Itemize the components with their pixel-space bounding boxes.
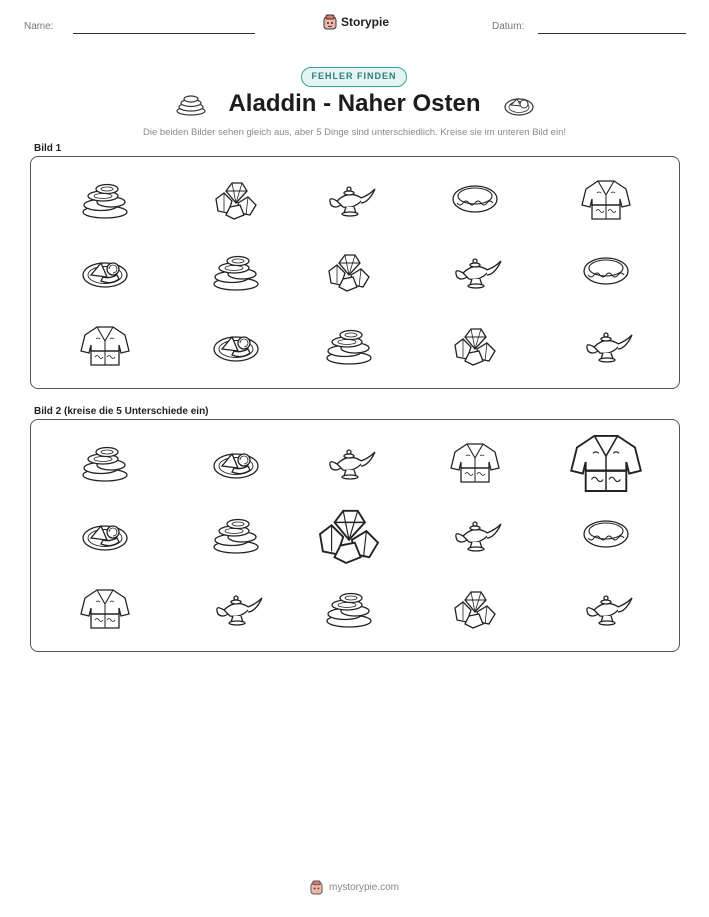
lamp-icon[interactable] [330, 450, 375, 479]
plate-icon[interactable] [83, 526, 127, 550]
bild2-scene[interactable] [31, 420, 681, 653]
lamp-icon [587, 333, 632, 362]
bild1-panel [30, 156, 680, 389]
robe-icon [81, 327, 129, 365]
footer [0, 880, 709, 895]
robe-icon[interactable] [81, 590, 129, 628]
bild1-scene [31, 157, 681, 390]
category-badge: FEHLER FINDEN [301, 67, 407, 87]
coins-icon [327, 331, 371, 365]
food-plate-icon [503, 93, 535, 117]
robe-icon[interactable] [571, 436, 641, 491]
lamp-icon[interactable] [217, 596, 262, 625]
ring-icon[interactable] [584, 521, 628, 547]
gems-icon [455, 329, 495, 365]
name-field[interactable] [73, 33, 255, 34]
coins-icon[interactable] [327, 594, 371, 628]
ring-icon [453, 186, 497, 212]
brand-name: Storypie [341, 15, 390, 29]
bild2-panel[interactable] [30, 419, 680, 652]
plate-icon [214, 337, 258, 361]
storypie-mascot-icon [310, 880, 323, 895]
plate-icon[interactable] [214, 454, 258, 478]
plate-icon [83, 263, 127, 287]
date-label: Datum: [492, 21, 525, 32]
ring-icon [584, 258, 628, 284]
coins-icon[interactable] [83, 448, 127, 482]
lamp-icon[interactable] [587, 596, 632, 625]
gems-icon [216, 183, 256, 219]
bild2-label: Bild 2 (kreise die 5 Unterschiede ein) [34, 406, 209, 417]
gems-icon[interactable] [320, 511, 378, 563]
page-title: Aladdin - Naher Osten [228, 90, 481, 117]
coins-icon[interactable] [214, 520, 258, 554]
robe-icon[interactable] [451, 444, 499, 482]
lamp-icon [456, 259, 501, 288]
name-label: Name: [24, 21, 54, 32]
lamp-icon [330, 187, 375, 216]
storypie-mascot-icon [323, 14, 337, 30]
footer-url: mystorypie.com [328, 882, 399, 893]
bild1-label: Bild 1 [34, 143, 62, 154]
robe-icon [582, 181, 630, 219]
coins-icon [214, 257, 258, 291]
lamp-icon[interactable] [456, 522, 501, 551]
date-field[interactable] [538, 33, 686, 34]
instructions: Die beiden Bilder sehen gleich aus, aber 5 Dinge sind unterschiedlich. Kreise sie im unteren Bild ein! [143, 127, 566, 138]
worksheet-header [0, 0, 709, 50]
gems-icon[interactable] [455, 592, 495, 628]
brand-logo [323, 14, 389, 30]
gems-icon [329, 255, 369, 291]
coins-icon [83, 185, 127, 219]
